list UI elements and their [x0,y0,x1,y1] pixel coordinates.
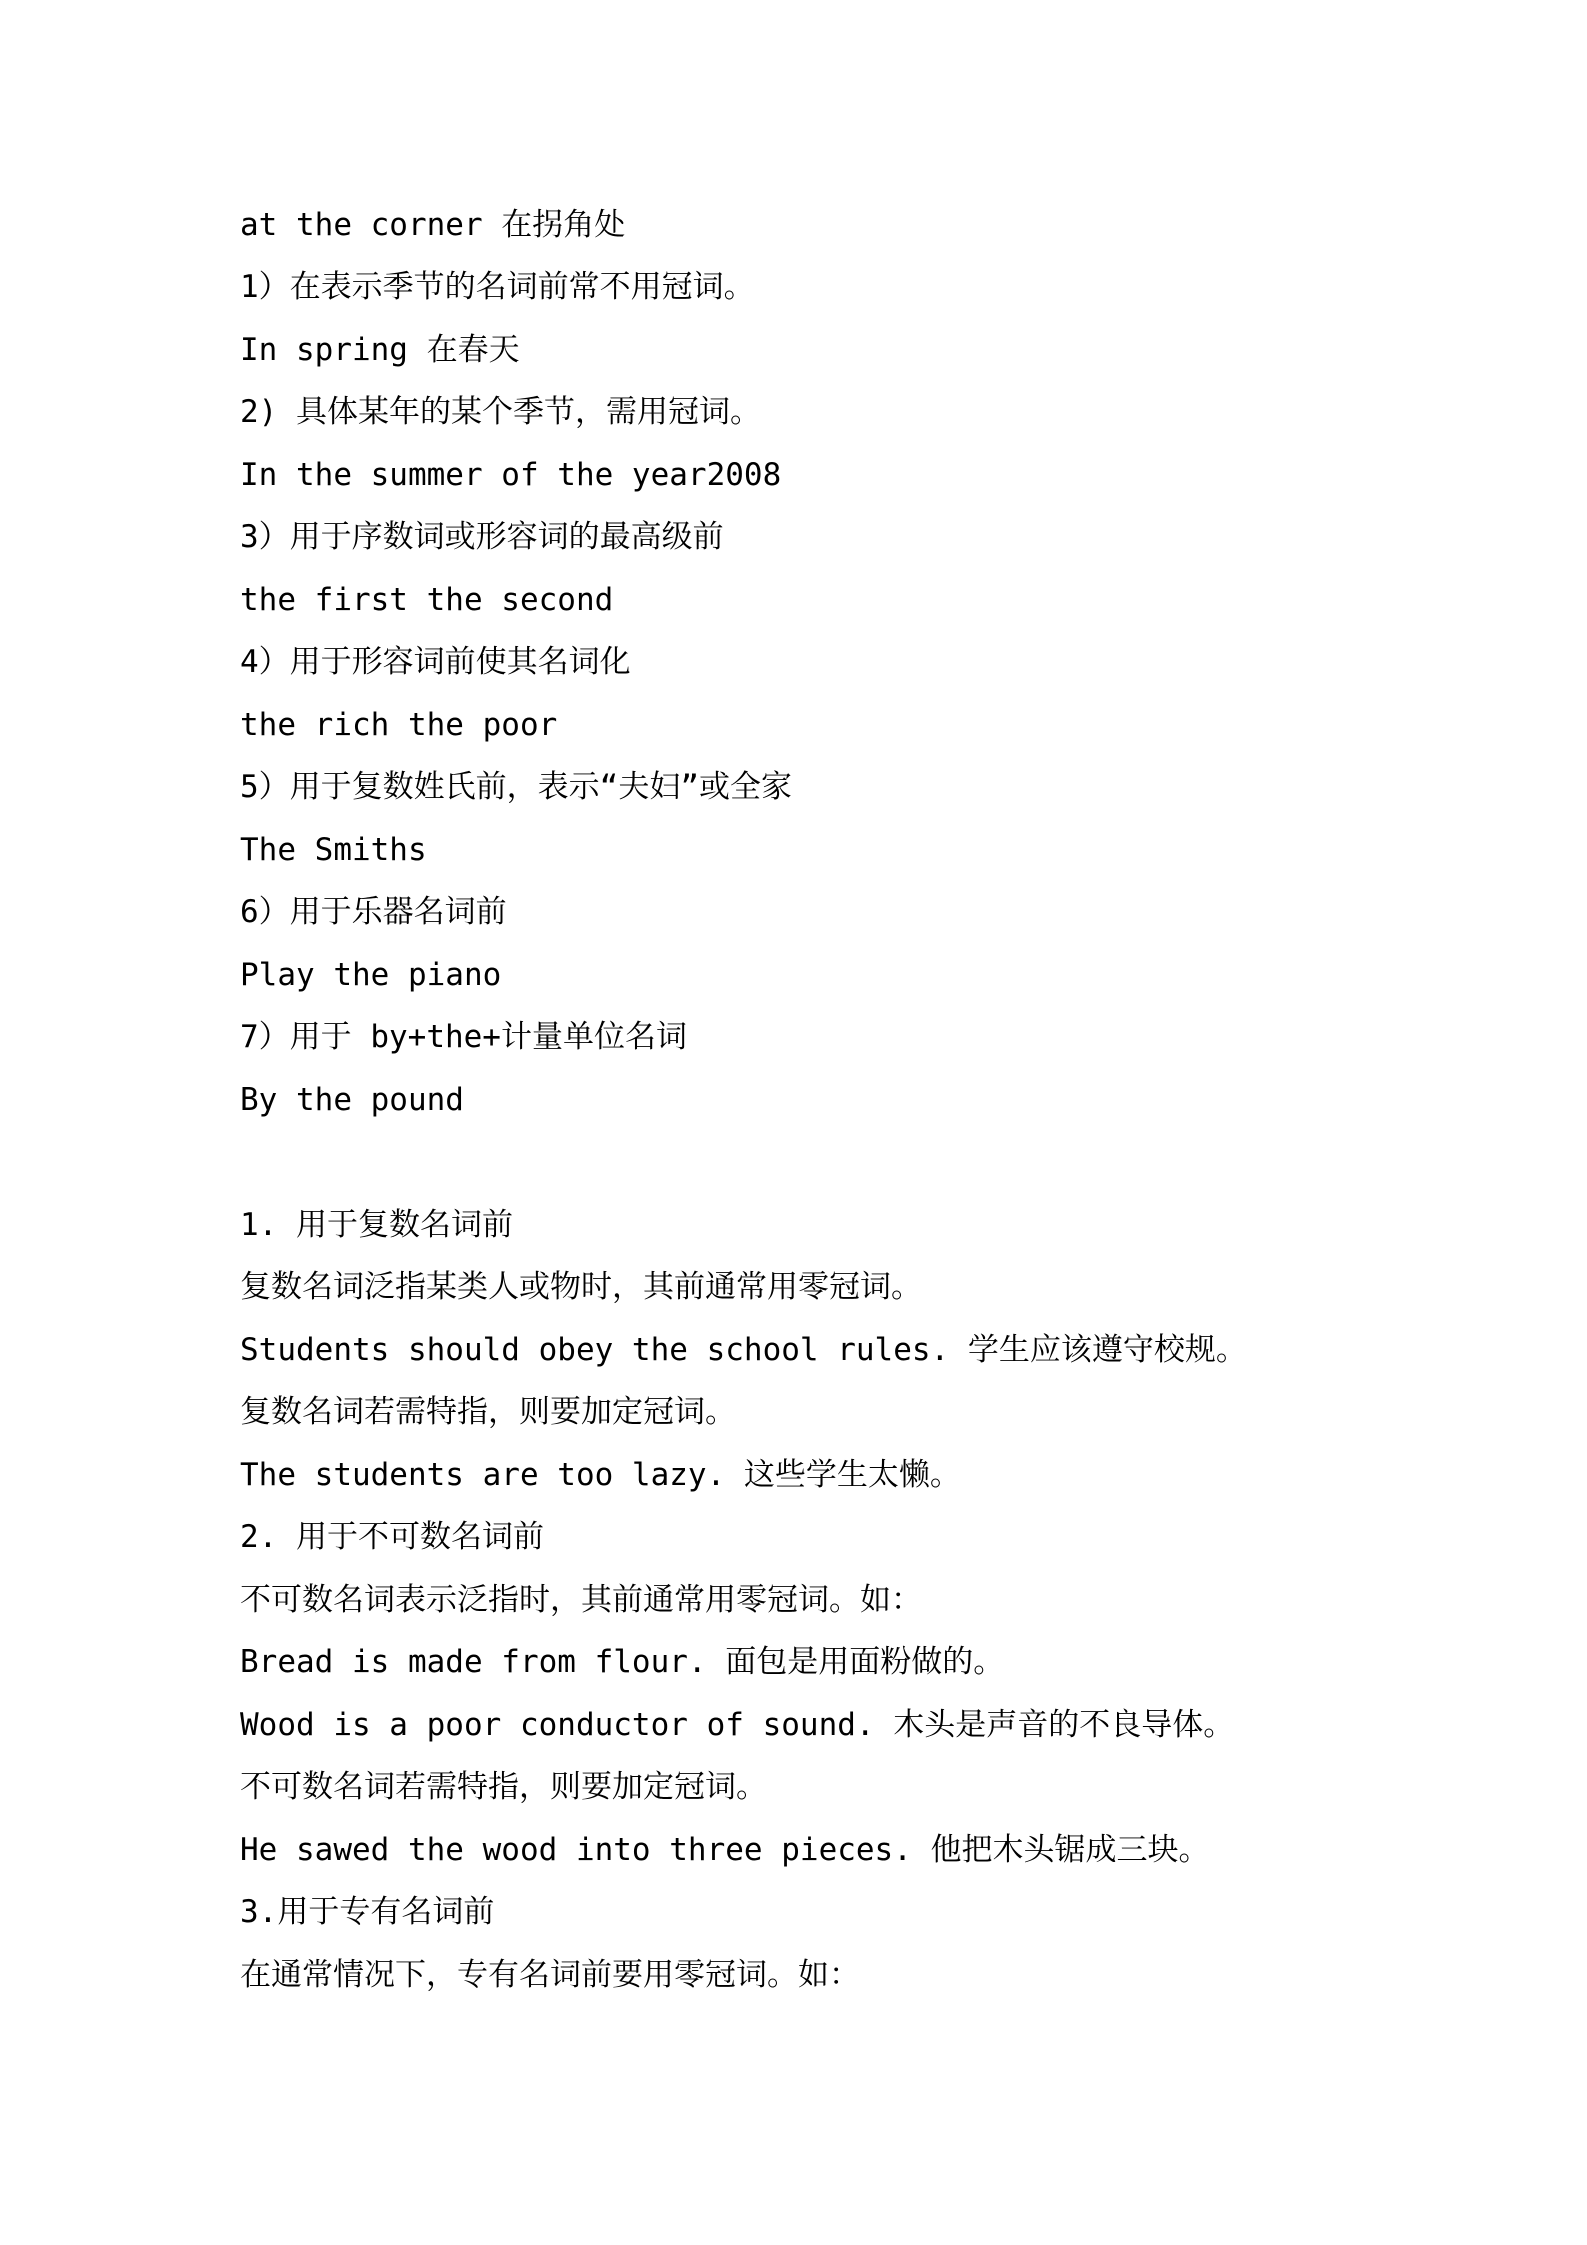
section-heading: 3.用于专有名词前 [240,1894,495,1930]
text-line: 在通常情况下，专有名词前要用零冠词。如： [240,1957,860,1993]
text-line: In spring 在春天 [240,332,520,368]
text-line: 7）用于 by+the+计量单位名词 [240,1019,687,1055]
text-line: 4）用于形容词前使其名词化 [240,644,631,680]
text-line: 5）用于复数姓氏前，表示“夫妇”或全家 [240,769,792,805]
text-line: 2) 具体某年的某个季节，需用冠词。 [240,394,761,430]
text-line: the first the second [240,582,614,618]
section-heading: 2. 用于不可数名词前 [240,1519,544,1555]
text-line: 3）用于序数词或形容词的最高级前 [240,519,724,555]
text-line: He sawed the wood into three pieces. 他把木头锯成三块。 [240,1832,1210,1868]
text-line: Students should obey the school rules. 学生应该遵守校规。 [240,1332,1247,1368]
text-line: Bread is made from flour. 面包是用面粉做的。 [240,1644,1005,1680]
text-line: 1）在表示季节的名词前常不用冠词。 [240,269,755,305]
text-line: 复数名词泛指某类人或物时，其前通常用零冠词。 [240,1269,922,1305]
text-line: the rich the poor [240,707,558,743]
text-line: 6）用于乐器名词前 [240,894,507,930]
text-line: Wood is a poor conductor of sound. 木头是声音的不良导体。 [240,1707,1235,1743]
text-line: The students are too lazy. 这些学生太懒。 [240,1457,961,1493]
section-heading: 1. 用于复数名词前 [240,1207,513,1243]
text-line: In the summer of the year2008 [240,457,782,493]
text-line: 不可数名词若需特指，则要加定冠词。 [240,1769,767,1805]
text-line: Play the piano [240,957,502,993]
text-line: 复数名词若需特指，则要加定冠词。 [240,1394,736,1430]
text-line: 不可数名词表示泛指时，其前通常用零冠词。如： [240,1582,922,1618]
text-line: The Smiths [240,832,427,868]
text-line: By the pound [240,1082,464,1118]
text-line: at the corner 在拐角处 [240,207,626,243]
